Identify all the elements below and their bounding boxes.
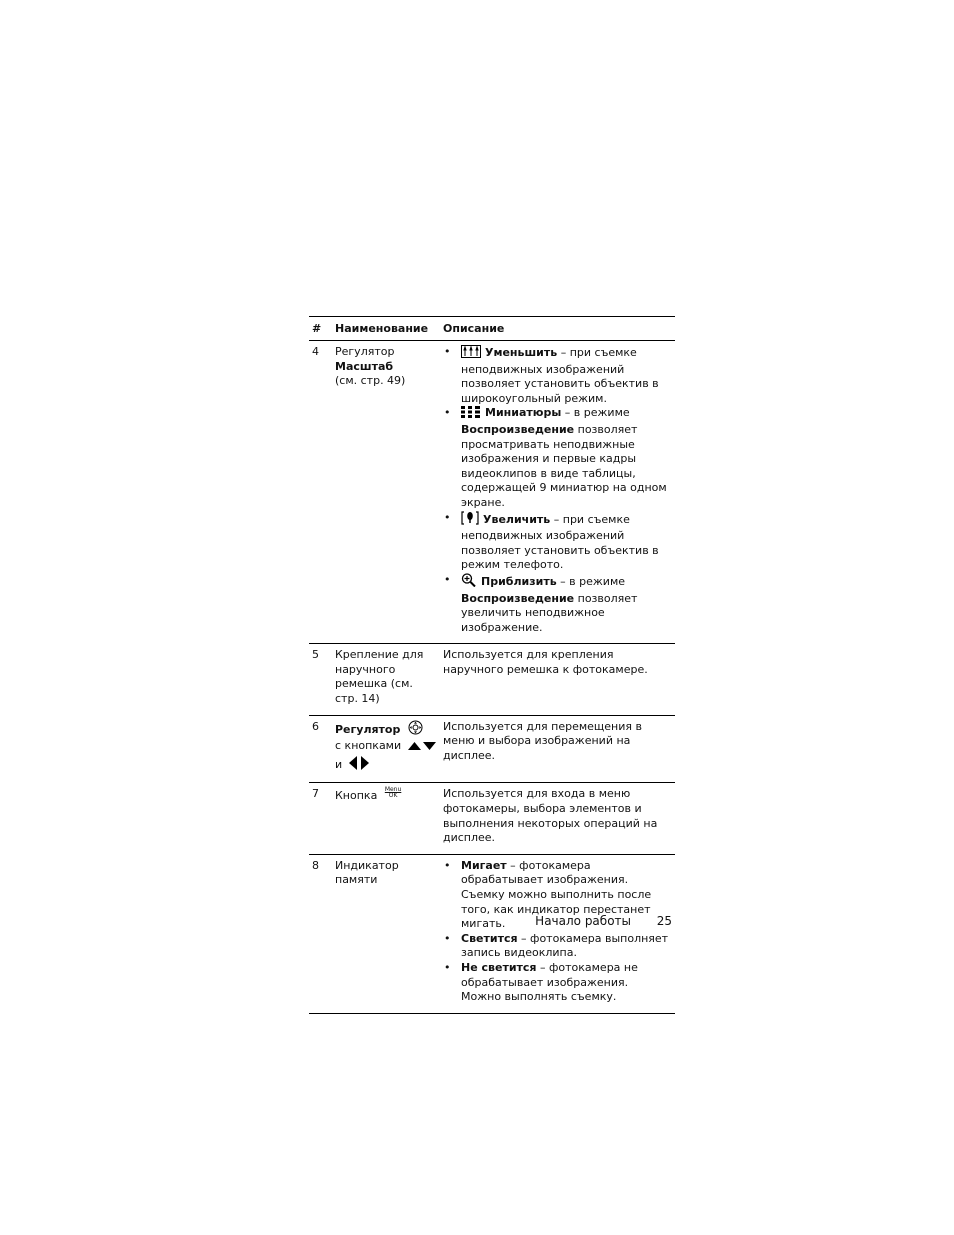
header-num: # [312,322,322,335]
zoom-out-wide-icon [461,345,481,363]
list-item: • Уменьшить – при съемке неподвижных изображений позволяет установить объектив в широкоугольный режим. [443,345,671,406]
table-row [309,855,675,1013]
footer-section-title: Начало работы [535,914,631,928]
row-num: 6 [312,719,319,733]
row-desc [443,341,675,643]
list-item: • Увеличить – при съемке неподвижных изображений позволяет установить объектив в режим телефото. [443,511,671,573]
list-item: • Мигает – фотокамера обрабатывает изображения. Съемку можно выполнить после того, как индикатор перестанет мигать. [443,859,671,932]
menu-ok-icon: Menu OK [384,786,402,800]
header-name: Наименование [335,322,429,335]
list-item: • Светится – фотокамера выполняет запись видеоклипа. [443,932,671,961]
list-item: • Не светится – фотокамера не обрабатывает изображения. Можно выполнять съемку. [443,961,671,1005]
row-name: Кнопка Menu OK [335,786,402,803]
row-name: Регулятор Масштаб (см. стр. 49) [335,345,406,388]
row-desc [443,855,675,1013]
table-header [309,317,675,341]
list-item: • Миниатюры – в режиме Воспроизведение позволяет просматривать неподвижные изображения и первые кадры видеоклипов в виде таблицы, содержащей 9 миниатюр на одном экране. [443,406,671,510]
row-desc: Используется для крепления наручного ремешка к фотокамере. [443,648,648,676]
row-name: Индикатор памяти [335,858,399,887]
thumbnails-grid-icon [461,406,481,423]
page-footer [309,914,675,930]
row-num: 8 [312,858,319,872]
table-row [309,783,675,854]
controller-icon [408,720,423,740]
table-row [309,341,675,644]
list-item: • Приблизить – в режиме Воспроизведение позволяет увеличить неподвижное изображение. [443,573,671,635]
row-name: Крепление для наручного ремешка (см. стр. 14) [335,648,424,706]
magnify-icon [461,573,477,592]
row-name: Регулятор с кнопками и [335,716,443,783]
table-row [309,644,675,715]
table-row [309,716,675,784]
row-desc: Используется для входа в меню фотокамеры, выбора элементов и выполнения некоторых операций на дисплее. [443,787,658,845]
left-right-arrows-icon [349,756,369,775]
controls-table [309,316,675,1014]
page-number: 25 [656,914,672,928]
up-down-arrows-icon [408,741,436,756]
row-desc: Используется для перемещения в меню и выбора изображений на дисплее. [443,719,642,762]
header-desc: Описание [443,322,505,335]
zoom-in-tele-icon [461,511,479,530]
row-num: 4 [312,345,319,358]
row-num: 7 [312,787,319,801]
row-num: 5 [312,648,319,662]
